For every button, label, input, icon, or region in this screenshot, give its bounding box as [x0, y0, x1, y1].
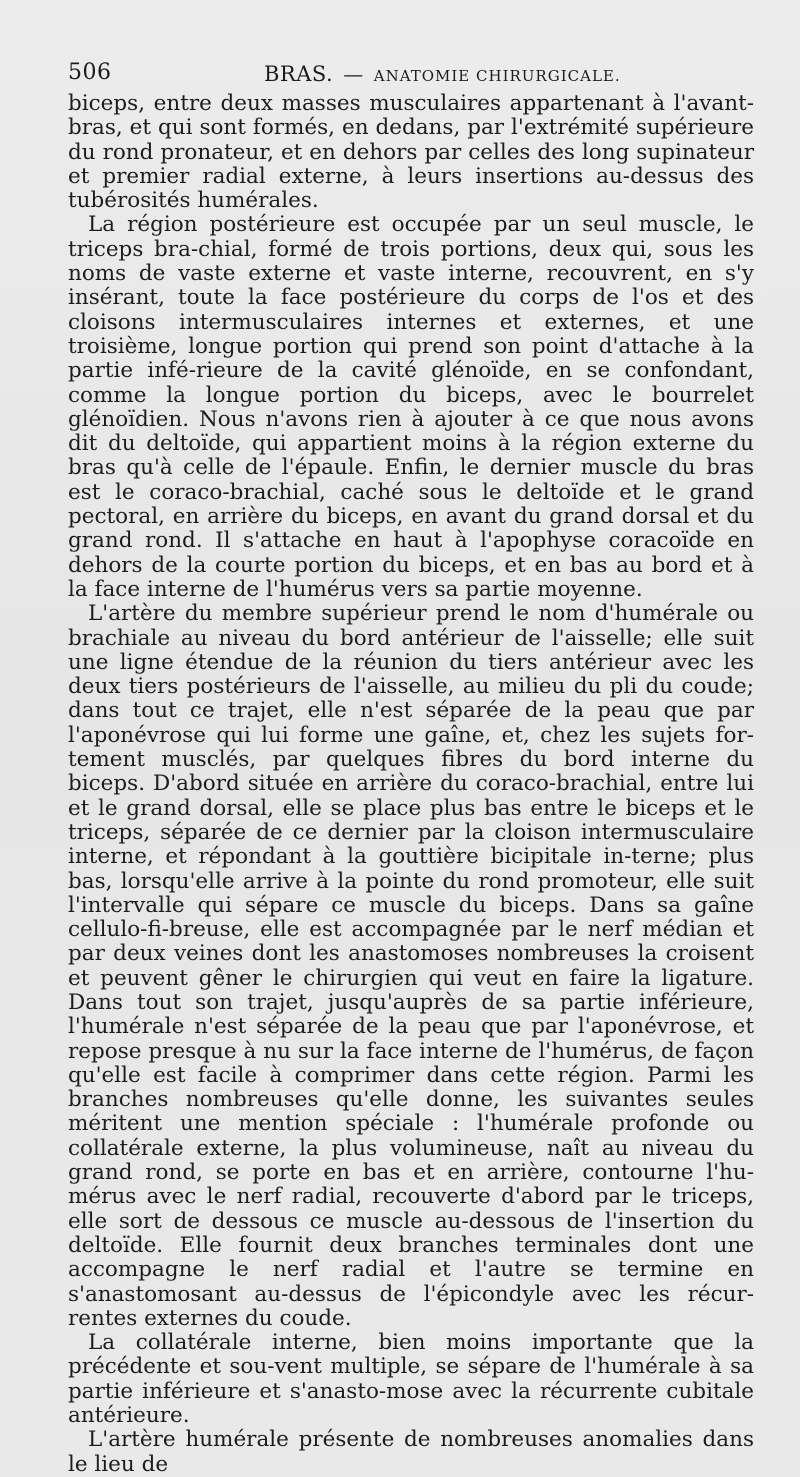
paragraph-triceps [68, 213, 754, 602]
paragraph-text: La région postérieure est occupée par un seul muscle, le triceps bra-chial, formé de trois portions, deux qui, sous les noms de vaste externe et vaste interne, recouvrent, en s'y insérant, toute la face postérieure du corps de l'os et des cloisons intermusculaires internes et externes, et une troisième, longue portion qui prend son point d'attache à la partie infé-rieure de la cavité glénoïde, en se confondant, comme la longue portion du biceps, avec le bourrelet glénoïdien. Nous n'avons rien à ajouter à ce que nous avons dit du deltoïde, qui appartient moins à la région externe du bras qu'à celle de l'épaule. Enfin, le dernier muscle du bras est le coraco-brachial, caché sous le deltoïde et le grand pectoral, en arrière du biceps, en avant du grand dorsal et du grand rond. Il s'attache en haut à l'apophyse coracoïde en dehors de la courte portion du biceps, et en bas au bord et à la face interne de l'humérus vers sa partie moyenne. [68, 212, 754, 602]
body-text [68, 92, 754, 1477]
running-head-subtitle: ANATOMIE CHIRURGICALE. [373, 67, 621, 85]
page-number: 506 [68, 60, 112, 85]
paragraph-text: La collatérale interne, bien moins importante que la précédente et sou-vent multiple, se sépare de l'humérale à sa partie inférieure et s'anasto-mose avec la récurrente cubitale antérieure. [68, 1330, 754, 1429]
paragraph-humeral-artery [68, 602, 754, 1331]
paragraph-text: biceps, entre deux masses musculaires appartenant à l'avant-bras, et qui sont formés, en dedans, par l'extrémité supérieure du rond pronateur, et en dehors par celles des long supinateur et premier radial externe, à leurs insertions au-dessus des tubérosités humérales. [68, 91, 754, 214]
running-head-title: BRAS. [264, 62, 334, 86]
paragraph-continuation [68, 92, 754, 213]
paragraph-collateral [68, 1331, 754, 1428]
paragraph-anomalies [68, 1428, 754, 1477]
paragraph-text: L'artère du membre supérieur prend le nom d'humérale ou brachiale au niveau du bord antérieur de l'aisselle; elle suit une ligne étendue de la réunion du tiers antérieur avec les deux tiers postérieurs de l'aisselle, au milieu du pli du coude; dans tout ce trajet, elle n'est séparée de la peau que par l'aponévrose qui lui forme une gaîne, et, chez les sujets for-tement musclés, par quelques fibres du bord interne du biceps. D'abord située en arrière du coraco-brachial, entre lui et le grand dorsal, elle se place plus bas entre le biceps et le triceps, séparée de ce dernier par la cloison intermusculaire interne, et répondant à la gouttière bicipitale in-terne; plus bas, lorsqu'elle arrive à la pointe du rond promoteur, elle suit l'intervalle qui sépare ce muscle du biceps. Dans sa gaîne cellulo-fi-breuse, elle est accompagnée par le nerf médian et par deux veines dont les anastomoses nombreuses la croisent et peuvent gêner le chirurgien qui veut en faire la ligature. Dans tout son trajet, jusqu'auprès de sa partie inférieure, l'humérale n'est séparée de la peau que par l'aponévrose, et repose presque à nu sur la face interne de l'humérus, de façon qu'elle est facile à comprimer dans cette région. Parmi les branches nombreuses qu'elle donne, les suivantes seules méritent une mention spéciale : l'humérale profonde ou collatérale externe, la plus volumineuse, naît au niveau du grand rond, se porte en bas et en arrière, contourne l'hu-mérus avec le nerf radial, recouverte d'abord par le triceps, elle sort de dessous ce muscle au-dessous de l'insertion du deltoïde. Elle fournit deux branches terminales dont une accompagne le nerf radial et l'autre se termine en s'anastomosant au-dessus de l'épicondyle avec les récur-rentes externes du coude. [68, 601, 754, 1331]
running-head-separator: — [343, 62, 364, 86]
running-head [264, 62, 621, 86]
page-header [68, 60, 752, 88]
paragraph-text: L'artère humérale présente de nombreuses anomalies dans le lieu de [68, 1427, 754, 1477]
